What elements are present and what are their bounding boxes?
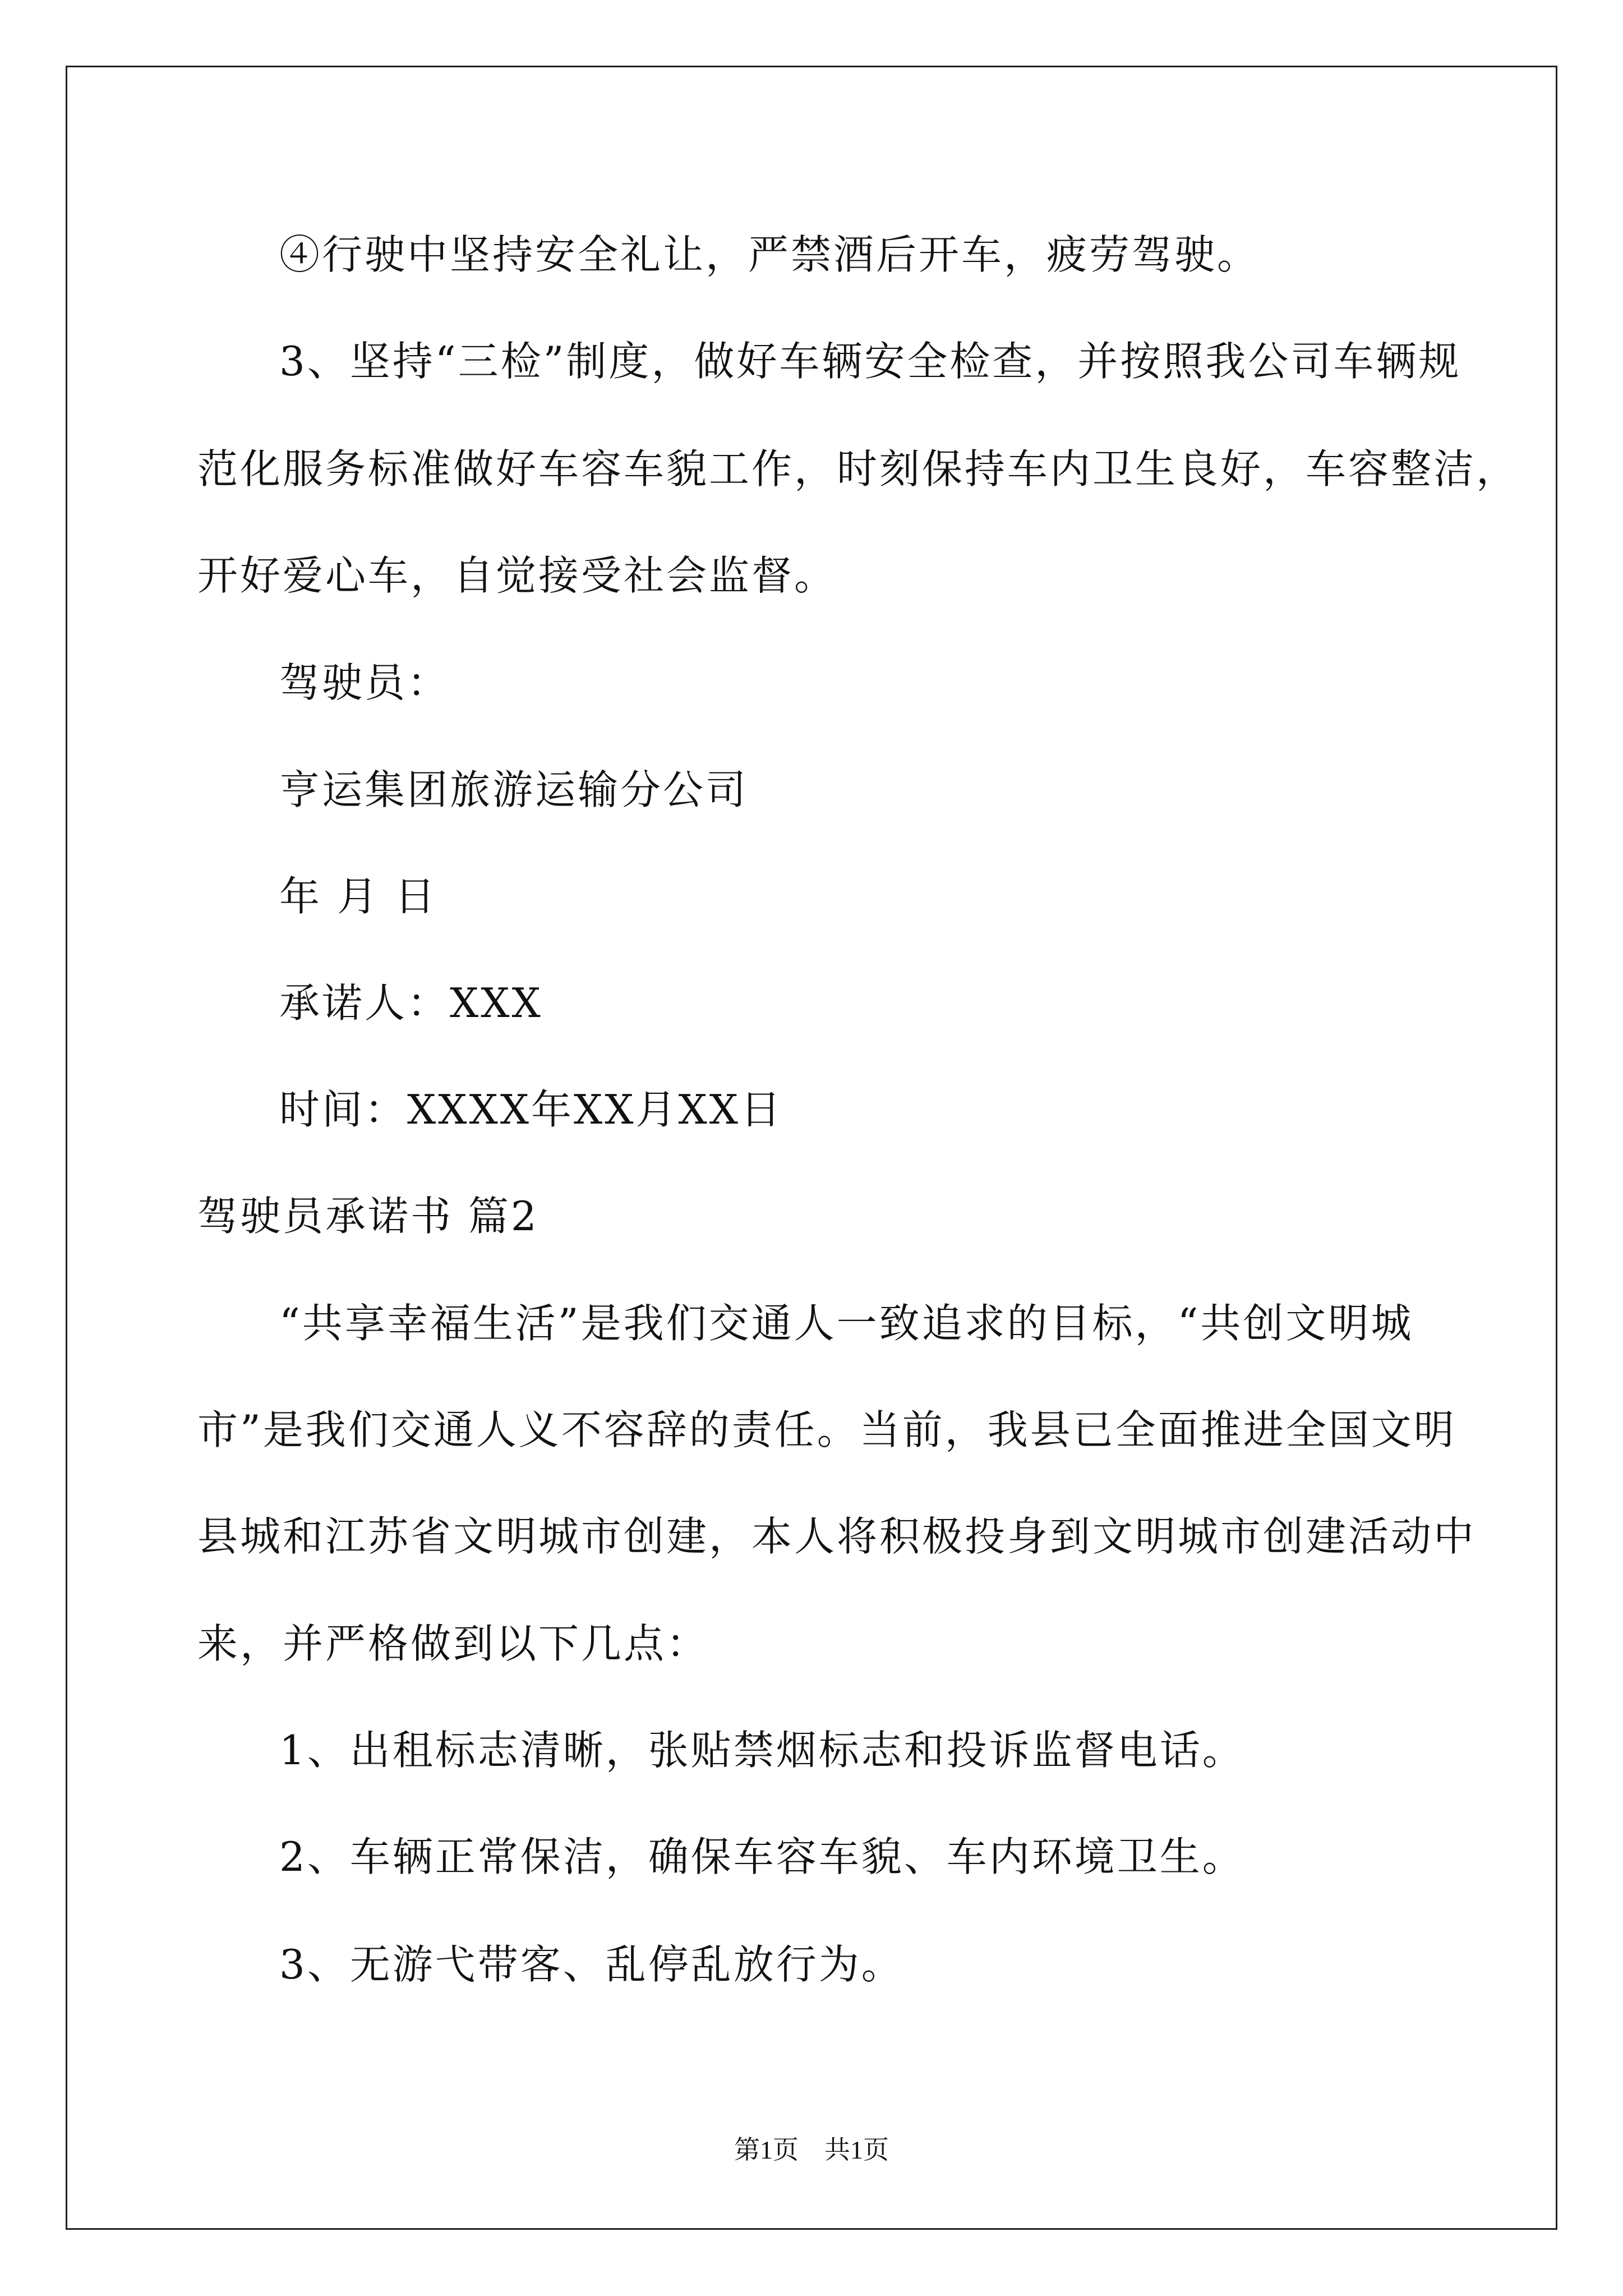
text-line: 承诺人：XXX <box>279 979 543 1027</box>
text-line: 范化服务标准做好车容车貌工作，时刻保持车内卫生良好，车容整洁， <box>197 445 1519 493</box>
text-line: 来，并严格做到以下几点： <box>197 1620 709 1667</box>
text-line: 县城和江苏省文明城市创建，本人将积极投身到文明城市创建活动中 <box>197 1513 1477 1560</box>
text-line: 亨运集团旅游运输分公司 <box>279 766 749 813</box>
text-line: ④行驶中坚持安全礼让，严禁酒后开车，疲劳驾驶。 <box>279 231 1260 278</box>
section-heading: 驾驶员承诺书 篇2 <box>197 1193 539 1240</box>
text-line: 市”是我们交通人义不容辞的责任。当前，我县已全面推进全国文明 <box>197 1406 1456 1453</box>
text-line: 1、出租标志清晰，张贴禁烟标志和投诉监督电话。 <box>279 1727 1245 1774</box>
text-line: 时间：XXXX年XX月XX日 <box>279 1086 783 1133</box>
page-border <box>66 66 1557 2230</box>
text-line: 3、坚持“三检”制度，做好车辆安全检查，并按照我公司车辆规 <box>279 338 1461 385</box>
text-line: 开好爱心车，自觉接受社会监督。 <box>197 552 837 599</box>
text-line: 驾驶员： <box>279 659 450 706</box>
text-line: 年 月 日 <box>279 873 437 920</box>
text-line: “共享幸福生活”是我们交通人一致追求的目标，“共创文明城 <box>279 1300 1414 1347</box>
text-line: 3、无游弋带客、乱停乱放行为。 <box>279 1941 904 1988</box>
text-line: 2、车辆正常保洁，确保车容车貌、车内环境卫生。 <box>279 1833 1245 1880</box>
page-number: 第1页 共1页 <box>734 2136 889 2164</box>
